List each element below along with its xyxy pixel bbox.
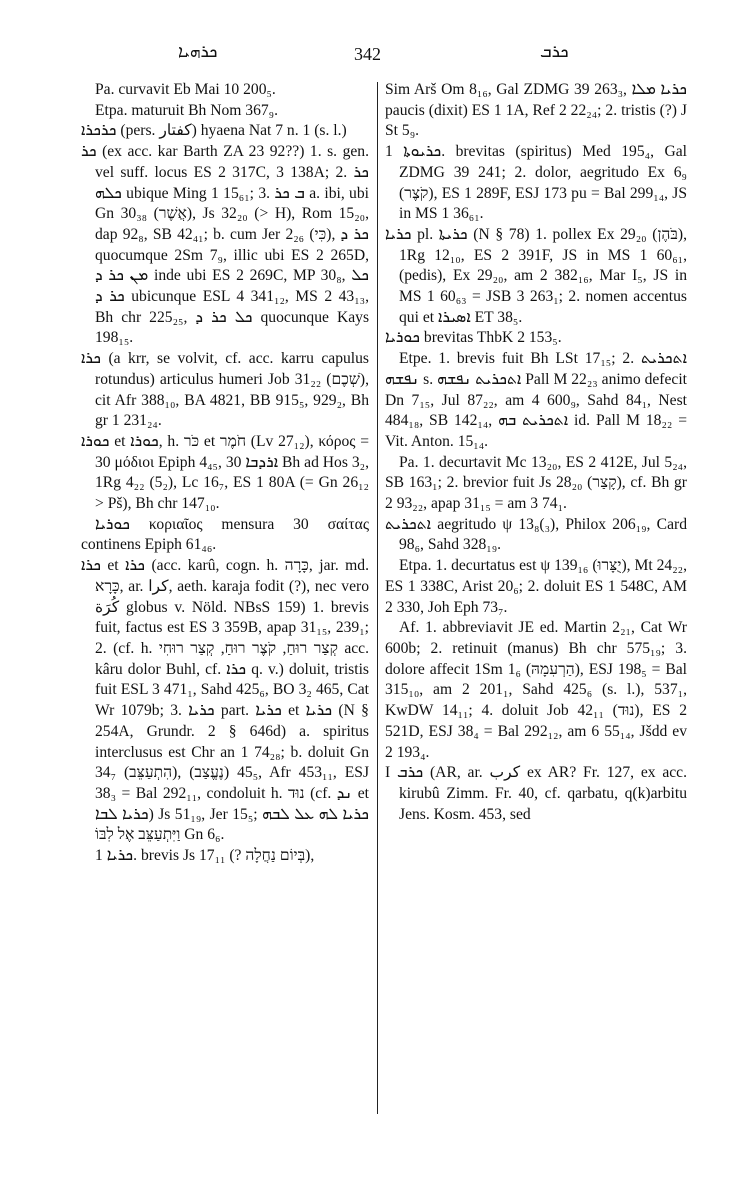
column-divider xyxy=(377,82,378,1114)
dictionary-entry: Af. 1. abbreviavit JE ed. Martin 2₂₁, Cat Wr 600b; 2. retinuit (manus) Bh chr 575₁₉; 3. dolore affecit 1Sm 1₆ (הַרְעִמָהּ), ESJ 198₅ = Bal 315₁₀, am 2 201₁, Sahd 425₆ (s. l.), 537₁, KwDW 14₁₁; 4. doluit Job 42₁₁ (נוּד), ES 2 521D, ESJ 38₄ = Bal 292₁₂, am 6 55₁₄, Jšdd ev 2 193₄. xyxy=(385,619,687,761)
dictionary-entry: Etpa. 1. decurtatus est ψ 139₁₆ (יֻצָּרוּ), Mt 24₂₂, ES 1 338C, Arist 20₆; 2. doluit ES 1 548C, AM 2 330, Joh Eph 73₇. xyxy=(385,557,687,616)
dictionary-entry: ܟܘܪܐ et ܟܘܪܐ, h. כֹּר et חֹמֶר (Lv 27₁₂), κόρος = 30 μόδιοι Epiph 4₄₅, 30 ܐܪܕܒܐ Bh ad Hos 3₂, 1Rg 4₂₂ (5₂), Lc 16₇, ES 1 80A (= Gn 26₁₂ > Pš), Bh chr 147₁₀. xyxy=(81,432,369,513)
right-column xyxy=(385,80,687,825)
dictionary-entry: ܟܪܝܐ pl. ܟܪܝܬܐ (N § 78) 1. pollex Ex 29₂₀ (בֹּהֶן), 1Rg 12₁₀, ES 2 391F, JS in MS 1 60₆₁, (pedis), Ex 29₂₀, am 2 382₁₆, Mar I₅, JS in MS 1 60₆₃ = JSB 3 263₁; 2. nomen accentus qui et ܐܣܝܪܐ ET 38₅. xyxy=(385,225,687,326)
dictionary-entry: ܐܬܟܪܝܬ aegritudo ψ 13₈(₃), Philox 206₁₉, Card 98₆, Sahd 328₁₉. xyxy=(385,515,687,554)
dictionary-entry: ܟܪܐ (a krr, se volvit, cf. acc. karru capulus rotundus) articulus humeri Job 31₂₂ (שְׁכֶם), cit Afr 388₁₀, BA 4821, BB 915₅, 929₂, Bh gr 1 231₂₄. xyxy=(81,350,369,430)
dictionary-entry: ܟܪ (ex acc. kar Barth ZA 23 92??) 1. s. gen. vel suff. locus ES 2 317C, 3 138A; 2. ܟܪ ܟܠܗ ubique Ming 1 15₆₁; 3. ܒ ܟܪ a. ibi, ubi Gn 30₃₈ (אֲשֶׁר), Js 32₂₀ (> H), Rom 15₂₀, dap 92₈, SB 42₄₁; b. cum Jer 2₂₆ (כִּי), ܟܪ ܕ quocumque 2Sm 7₉, illic ubi ES 2 265D, ܡܢ ܟܪ ܕ inde ubi ES 2 269C, MP 30₈, ܟܠ ܟܪ ܕ ubicunque ESL 4 341₁₂, MS 2 43₁₃, Bh chr 225₂₅, ܟܠ ܟܪ ܕ quocunque Kays 198₁₅. xyxy=(81,143,370,347)
dictionary-entry: Pa. 1. decurtavit Mc 13₂₀, ES 2 412E, Jul 5₂₄, SB 163₁; 2. brevior fuit Js 28₂₀ (קָצַר), cf. Bh gr 2 93₂₂, apap 31₁₅ = am 3 74₁. xyxy=(385,453,687,513)
running-head-left: ܟܪܗܝܐ xyxy=(178,42,218,62)
page-header xyxy=(0,42,750,72)
dictionary-entry: Etpe. 1. brevis fuit Bh LSt 17₁₅; 2. ܐܬܟܪܝܬ ܢܦܫܗ s. ܐܬܟܪܝܬ ܢܦܫܗ Pall M 22₂₃ animo defecit Dn 7₁₅, Jul 87₂₂, am 4 600₉, Sahd 84₁, Nest 484₁₈, SB 142₁₄, ܐܬܟܪܝܬ ܒܗ id. Pall M 18₂₂ = Vit. Anton. 15₁₄. xyxy=(385,350,687,450)
dictionary-entry: I ܟܪܒ (AR, ar. كرب ex AR? Fr. 127, ex acc. kirubû Zimm. Fr. 40, cf. qarbatu, q(k)arbitu Jens. Kosm. 453, sed xyxy=(385,764,687,823)
dictionary-entry: Pa. curvavit Eb Mai 10 200₅. xyxy=(95,81,276,98)
page-number: 342 xyxy=(354,44,381,64)
left-column xyxy=(81,80,369,867)
dictionary-entry: ܟܘܪܝܐ brevitas ThbK 2 153₅. xyxy=(385,329,562,347)
running-head-right: ܟܪܒ xyxy=(540,42,569,62)
dictionary-entry: ܟܪܐ et ܟܪܐ (acc. karû, cogn. h. כָּרָה, jar. md. כָּרָא, ar. كرا, aeth. karaja fodit (?), nec vero كُرَة globus v. Nöld. NBsS 159) 1. brevis fuit, factus est ES 3 359B, apap 31₁₅, 239₁; 2. (cf. h. קְצַר רוּחַ, קֹצֶר רוּחַ, קְצַר רוּחִי acc. kâru dolor Buhl, cf. ܟܪܐ q. v.) doluit, tristis fuit ESL 3 471₁, Sahd 425₆, BO 3₂ 465, Cat Wr 1079b; 3. ܟܪܝܐ part. ܟܪܝܐ et ܟܪܝܐ (N § 254A, Grundr. 2 § 646d) a. spiritus interclusus est Chr an 1 74₂₈; b. doluit Gn 34₇ (הִתְעַצֵּב), 45₅ (נֶעֱצַב), Afr 453₁₁, ESJ 38₃ = Bal 292₁₁, condoluit h. נוּד (cf. ܢܕ et ܟܪܝܐ ܠܒܐ) Js 51₁₉, Jer 15₅; ܟܪܝܐ ܠܗ ܥܠ ܠܒܗ וַיִּתְעַצֵּב אֶל לִבּוֹ Gn 6₆. xyxy=(81,557,370,844)
dictionary-entry: ܟܪܟܪܐ (pers. کفتار) hyaena Nat 7 n. 1 (s. l.) xyxy=(81,122,347,140)
dictionary-entry: ܟܘܪܝܐ κοριαῖος mensura 30 σαίτας continens Epiph 61₄₆. xyxy=(81,515,369,554)
dictionary-entry: ܟܪܝܐ 1. brevis Js 17₁₁ (? בְּיוֹם נַחֲלָה), xyxy=(95,847,315,865)
dictionary-entry: ܟܪܝܘܬܐ 1. brevitas (spiritus) Med 195₄, Gal ZDMG 39 241; 2. dolor, aegritudo Ex 6₉ (קֹצֶר), ES 1 289F, ESJ 173 pu = Bal 299₁₄, JS in MS 1 36₆₁. xyxy=(385,143,687,223)
dictionary-entry: Etpa. maturuit Bh Nom 367₉. xyxy=(95,101,279,119)
dictionary-entry: Sim Arš Om 8₁₆, Gal ZDMG 39 263₃, ܟܪܝܐ ܡܠܐ paucis (dixit) ES 1 1A, Ref 2 22₂₄; 2. tristis (?) J St 5₉. xyxy=(385,81,687,140)
